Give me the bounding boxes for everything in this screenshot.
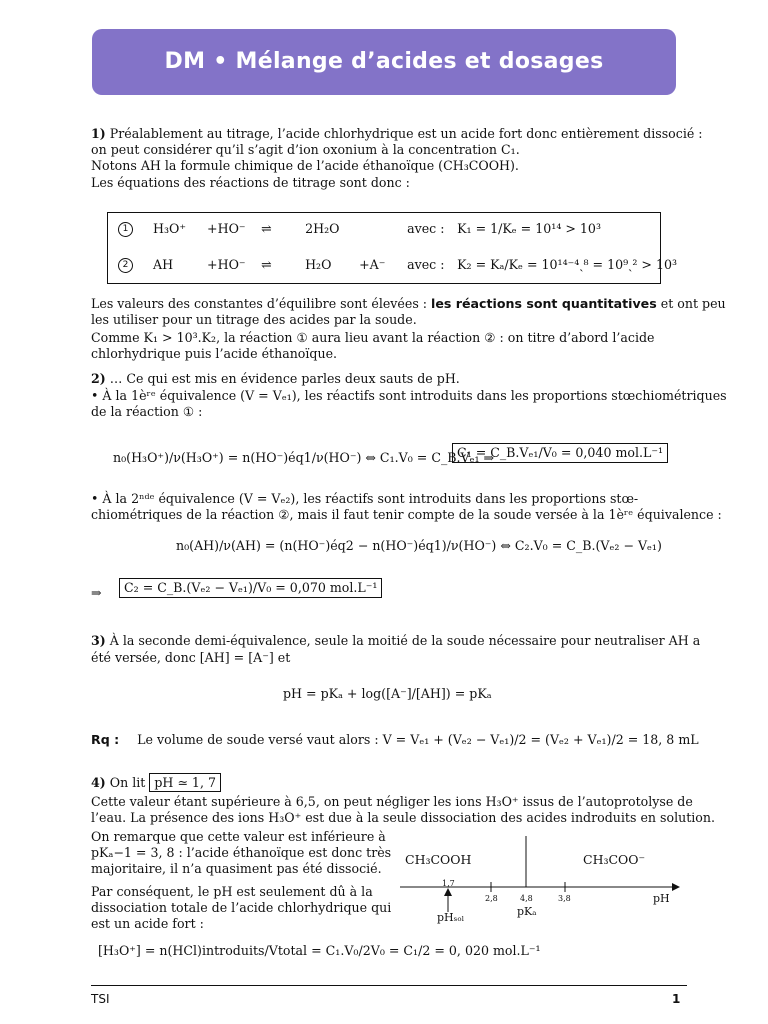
q3-remark [91, 732, 699, 748]
q3-number: 3) [91, 633, 106, 648]
q1-para2-line2: les utiliser pour un titrage des acides par la soude. [91, 312, 417, 327]
q2-line1 [91, 371, 460, 387]
q1-line4: Les équations des réactions de titrage sont donc : [91, 175, 410, 190]
q4-col-5: dissociation totale de l’acide chlorhydrique qui [91, 900, 392, 915]
page-number: 1 [672, 992, 681, 1006]
diagram-base-label: CH₃COO⁻ [583, 852, 646, 867]
q1-line3: Notons AH la formule chimique de l’acide éthanoïque (CH₃COOH). [91, 158, 519, 173]
diagram-acid-label: CH₃COOH [405, 852, 472, 867]
reaction-2-constant: K₂ = Kₐ/Kₑ = 10¹⁴⁻⁴ˎ⁸ = 10⁹ˎ² > 10³ [457, 257, 678, 272]
diagram-value-1-7: 1,7 [442, 879, 455, 888]
diagram-value-3-8: 3,8 [558, 894, 571, 903]
reaction-2-reactant1: AH [153, 257, 174, 272]
q2-line4: • À la 2ⁿᵈᵉ équivalence (V = Vₑ₂), les réactifs sont introduits dans les proportions stœ- [91, 491, 639, 506]
page-title: DM • Mélange d’acides et dosages [92, 29, 676, 95]
q1-para3-line2: chlorhydrique puis l’acide éthanoïque. [91, 346, 338, 361]
diagram-pka-label: pKₐ [517, 905, 537, 918]
ph-axis-arrow-icon [672, 883, 680, 891]
q3-line2: été versée, donc [AH] = [A⁻] et [91, 650, 291, 665]
q3-henderson-equation: pH = pKₐ + log([A⁻]/[AH]) = pKₐ [283, 686, 492, 701]
q1-para3-line1: Comme K₁ > 10³.K₂, la réaction ① aura lieu avant la réaction ② : on titre d’abord l’acide [91, 330, 655, 345]
q1-quantitative-emphasis: les réactions sont quantitatives [431, 296, 657, 311]
remark-text: Le volume de soude versé vaut alors : V = Vₑ₁ + (Vₑ₂ − Vₑ₁)/2 = (Vₑ₂ + Vₑ₁)/2 = 18, 8 mL [137, 732, 699, 747]
reaction-1-reactant1: H₃O⁺ [153, 221, 187, 236]
result-c1-box: C₁ = C_B.Vₑ₁/V₀ = 0,040 mol.L⁻¹ [452, 443, 668, 463]
q1-number: 1) [91, 126, 106, 141]
implies-arrow: ⇒ [91, 585, 102, 600]
reaction-1 [118, 221, 601, 237]
reaction-equations-box [107, 212, 678, 284]
reaction-1-arrow: ⇌ [261, 221, 272, 236]
q4-line3: l’eau. La présence des ions H₃O⁺ est due à la seule dissociation des acides indroduits en solution. [91, 810, 715, 825]
q4-col-1: On remarque que cette valeur est inférieure à [91, 829, 386, 844]
reaction-2 [118, 257, 677, 273]
q1-text-1: Préalablement au titrage, l’acide chlorhydrique est un acide fort donc entièrement dissocié : [109, 126, 703, 141]
ph-reading-box: pH ≃ 1, 7 [149, 773, 221, 792]
reaction-1-number: 1 [118, 222, 133, 237]
footer-left: TSI [91, 992, 110, 1006]
reaction-1-reactant2: +HO⁻ [207, 221, 246, 236]
footer-rule [91, 985, 687, 986]
reaction-2-product2: +A⁻ [359, 257, 386, 272]
q1-para2-line1 [91, 296, 726, 312]
remark-label: Rq : [91, 732, 120, 747]
q4-col-2: pKₐ−1 = 3, 8 : l’acide éthanoïque est donc très [91, 845, 392, 860]
q4-line2: Cette valeur étant supérieure à 6,5, on peut négliger les ions H₃O⁺ issus de l’autoprotolyse de [91, 794, 693, 809]
reaction-2-number: 2 [118, 258, 133, 273]
q2-text-1: … Ce qui est mis en évidence parles deux sauts de pH. [109, 371, 460, 386]
q4-number: 4) [91, 775, 106, 790]
q3-text-1: À la seconde demi-équivalence, seule la moitié de la soude nécessaire pour neutraliser AH a [109, 633, 701, 648]
q2-equation-2: n₀(AH)/ν(AH) = (n(HO⁻)éq2 − n(HO⁻)éq1)/ν(HO⁻) ⇔ C₂.V₀ = C_B.(Vₑ₂ − Vₑ₁) [176, 538, 662, 553]
final-concentration-equation: [H₃O⁺] = n(HCl)introduits/Vtotal = C₁.V₀/2V₀ = C₁/2 = 0, 020 mol.L⁻¹ [98, 943, 541, 958]
reaction-1-avec: avec : [407, 221, 445, 236]
q4-col-4: Par conséquent, le pH est seulement dû à la [91, 884, 373, 899]
q4-col-6: est un acide fort : [91, 916, 204, 931]
q4-col-3: majoritaire, il n’a quasiment pas été dissocié. [91, 861, 382, 876]
result-c2-box: C₂ = C_B.(Vₑ₂ − Vₑ₁)/V₀ = 0,070 mol.L⁻¹ [119, 578, 382, 598]
reaction-2-arrow: ⇌ [261, 257, 272, 272]
q1-line1 [91, 126, 703, 142]
q2-number: 2) [91, 371, 106, 386]
diagram-value-2-8: 2,8 [485, 894, 498, 903]
diagram-ph-axis-label: pH [653, 892, 670, 905]
reaction-2-avec: avec : [407, 257, 445, 272]
reaction-1-product1: 2H₂O [305, 221, 340, 236]
q4-line1 [91, 775, 221, 791]
q2-line2: • À la 1èʳᵉ équivalence (V = Vₑ₁), les réactifs sont introduits dans les proportions stœchiométriques [91, 388, 727, 403]
q3-line1 [91, 633, 700, 649]
reaction-2-reactant2: +HO⁻ [207, 257, 246, 272]
q1-line2: on peut considérer qu’il s’agit d’ion oxonium à la concentration C₁. [91, 142, 520, 157]
reaction-2-product1: H₂O [305, 257, 332, 272]
q2-equation-1: n₀(H₃O⁺)/ν(H₃O⁺) = n(HO⁻)éq1/ν(HO⁻) ⇔ C₁.V₀ = C_B.Vₑ₁ ⇒ [113, 450, 495, 465]
q2-line3: de la réaction ① : [91, 404, 203, 419]
q2-line5: chiométriques de la réaction ②, mais il faut tenir compte de la soude versée à la 1èʳᵉ équivalence : [91, 507, 722, 522]
diagram-phsol-label: pHₛₒₗ [437, 911, 465, 924]
q1-para2-tail: et ont peu [656, 296, 726, 311]
diagram-value-4-8: 4,8 [520, 894, 533, 903]
q4-on-lit: On lit [109, 775, 146, 790]
reaction-1-constant: K₁ = 1/Kₑ = 10¹⁴ > 10³ [457, 221, 601, 236]
q1-para2-text: Les valeurs des constantes d’équilibre sont élevées : [91, 296, 432, 311]
